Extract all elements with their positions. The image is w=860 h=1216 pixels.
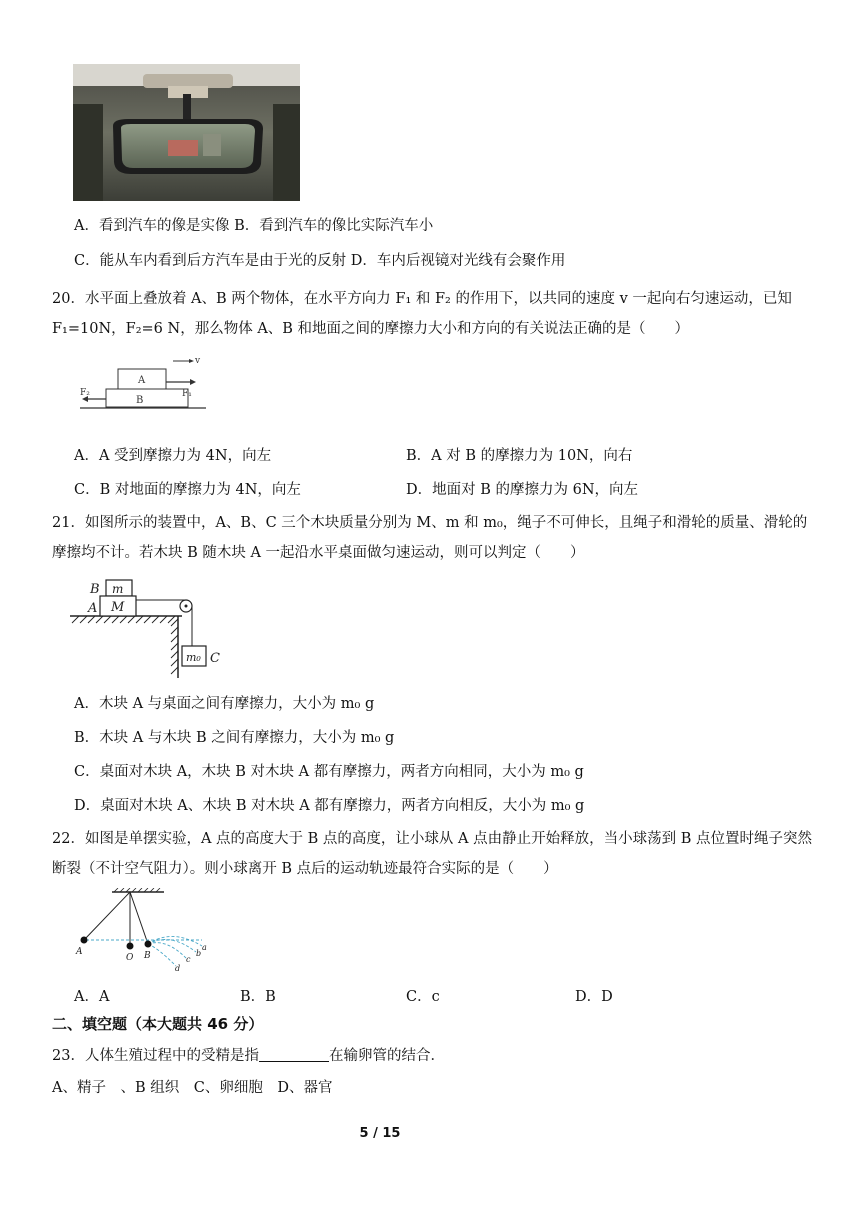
q22-option-a: A．A bbox=[74, 989, 110, 1005]
q21-option-c: C．桌面对木块 A，木块 B 对木块 A 都有摩擦力，两者方向相同，大小为 m₀ g bbox=[74, 764, 584, 780]
q20-option-d: D．地面对 B 的摩擦力为 6N，向左 bbox=[406, 482, 639, 498]
q21-label-c: C bbox=[210, 651, 220, 666]
q23-options: A、精子 、B 组织 C、卵细胞 D、器官 bbox=[52, 1080, 333, 1096]
q20-option-a: A．A 受到摩擦力为 4N，向左 bbox=[74, 448, 272, 464]
q21-label-b: B bbox=[90, 582, 100, 597]
q22-option-d: D．D bbox=[575, 989, 613, 1005]
q20-label-v: v bbox=[195, 356, 201, 366]
q22-path-d: d bbox=[175, 964, 181, 973]
q22-label-a: A bbox=[76, 947, 83, 957]
q22-path-b: b bbox=[196, 949, 202, 958]
q20-label-f2: F₂ bbox=[80, 388, 90, 398]
q23-text-after: 在输卵管的结合． bbox=[328, 1048, 445, 1064]
q23-answer-blank bbox=[259, 1045, 329, 1062]
q22-option-c: C．c bbox=[406, 989, 440, 1005]
q20-label-b: B bbox=[136, 395, 144, 406]
rearview-mirror-photo bbox=[73, 64, 300, 201]
q20-label-f1: F₁ bbox=[182, 389, 192, 399]
q21-option-b: B．木块 A 与木块 B 之间有摩擦力，大小为 m₀ g bbox=[74, 730, 395, 746]
q20-option-b: B．A 对 B 的摩擦力为 10N，向右 bbox=[406, 448, 633, 464]
q19-options-line2: C．能从车内看到后方汽车是由于光的反射 D．车内后视镜对光线有会聚作用 bbox=[74, 253, 566, 269]
q21-label-a: A bbox=[88, 601, 98, 616]
q22-label-o: O bbox=[126, 953, 134, 963]
q22-option-b: B．B bbox=[240, 989, 276, 1005]
q21-option-d: D．桌面对木块 A、木块 B 对木块 A 都有摩擦力，两者方向相反，大小为 m₀ g bbox=[74, 798, 585, 814]
q21-option-a: A．木块 A 与桌面之间有摩擦力，大小为 m₀ g bbox=[74, 696, 375, 712]
page-number: 5 / 15 bbox=[359, 1126, 401, 1141]
q22-pendulum-figure bbox=[72, 888, 222, 974]
q22-question-text: 22．如图是单摆实验，A 点的高度大于 B 点的高度，让小球从 A 点由静止开始释放，当小球荡到 B 点位置时绳子突然断裂（不计空气阻力）。则小球离开 B 点后的运动轨迹最符合实际的是（ ） bbox=[52, 831, 812, 877]
q20-question-text: 20．水平面上叠放着 A、B 两个物体，在水平方向力 F₁ 和 F₂ 的作用下，以共同的速度 v 一起向右匀速运动，已知 F₁=10N，F₂=6 N，那么物体 A、B 和地面之间的摩擦力大小和方向的有关说法正确的是（ ） bbox=[52, 291, 792, 337]
q22-label-b: B bbox=[144, 951, 151, 961]
q19-options-line1: A．看到汽车的像是实像 B．看到汽车的像比实际汽车小 bbox=[74, 218, 434, 234]
section-title: 二、填空题（本大题共 46 分） bbox=[52, 1015, 264, 1033]
q21-label-big-m: M bbox=[111, 600, 125, 615]
q21-pulley-figure bbox=[70, 574, 230, 680]
q22-path-c: c bbox=[186, 955, 191, 964]
q20-blocks-figure bbox=[78, 355, 208, 415]
q23-question bbox=[52, 1044, 445, 1065]
q22-path-a: a bbox=[202, 943, 207, 952]
q21-question-text: 21．如图所示的装置中，A、B、C 三个木块质量分别为 M、m 和 m₀，绳子不可伸长，且绳子和滑轮的质量、滑轮的摩擦均不计。若木块 B 随木块 A 一起沿水平桌面做匀速运动，则可以判定（ ） bbox=[52, 515, 808, 561]
q20-label-a: A bbox=[138, 375, 146, 386]
q21-label-m0: m₀ bbox=[186, 651, 201, 664]
q20-option-c: C．B 对地面的摩擦力为 4N，向左 bbox=[74, 482, 301, 498]
q23-text-before: 23．人体生殖过程中的受精是指 bbox=[52, 1048, 259, 1064]
q21-label-m: m bbox=[112, 582, 124, 596]
